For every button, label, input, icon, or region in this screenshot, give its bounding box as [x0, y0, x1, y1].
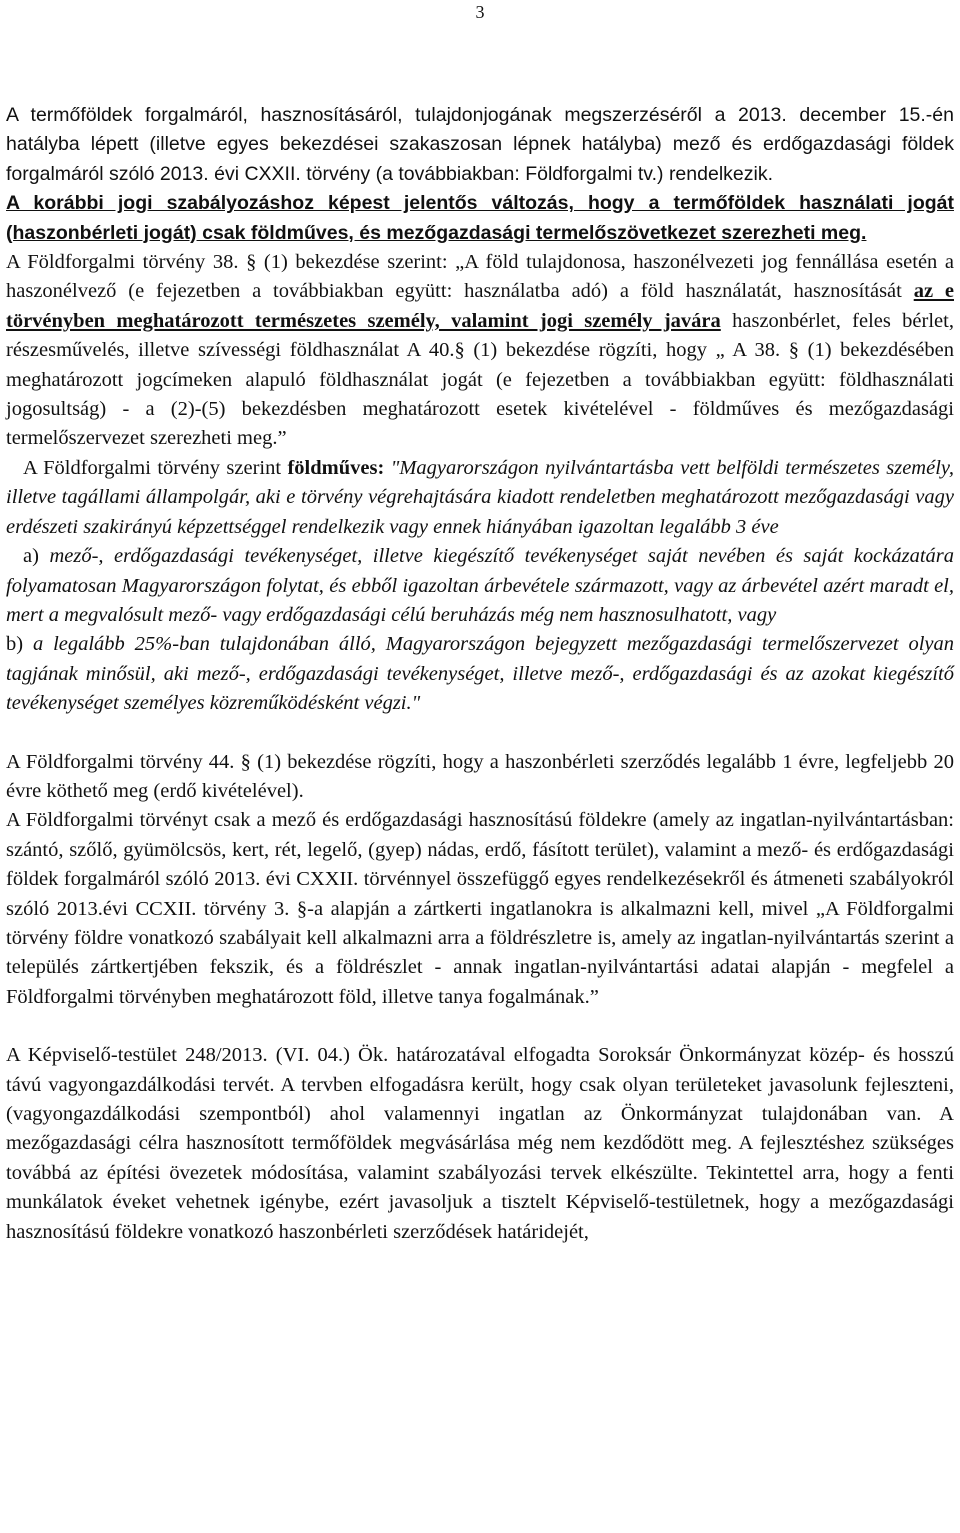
section-44-paragraph: A Földforgalmi törvény 44. § (1) bekezdése rögzíti, hogy a haszonbérleti szerződés legalább 1 évre, legfeljebb 20 évre köthető meg (erdő kivételével).	[6, 750, 954, 802]
section-38-text-end: haszonbérlet, feles bérlet, részesművelés, illetve szívességi földhasználat A 40.§ (1) bekezdése rögzíti, hogy „ A 38. § (1) bekezdésében meghatározott jogcímeken alapuló földhasználat jogát (e fejezetben a továbbiakban együtt: földhasználati jogosultság) - a (2)-(5) bekezdésben meghatározott esetek kivételével - földműves és mezőgazdasági termelőszervezet szerezheti meg.”	[6, 309, 954, 450]
definition-point-a	[6, 542, 954, 630]
farmer-term: földműves:	[287, 456, 385, 479]
scope-paragraph: A Földforgalmi törvényt csak a mező és erdőgazdasági hasznosítású földekre (amely az ingatlan-nyilvántartásban: szántó, szőlő, gyümölcsös, kert, rét, legelő, (gyep) nádas, erdő, fásított terület), valamint a mező- és erdőgazdasági földek forgalmáról szóló 2013. évi CXXII. törvénnyel összefüggő egyes rendelkezésekről és átmeneti szabályokról szóló 2013.évi CCXII. törvény 3. §-a alapján a zártkerti ingatlanokra is alkalmazni kell, mivel „A Földforgalmi törvény földre vonatkozó szabályait kell alkalmazni arra a földrészletre is, amely az ingatlan-nyilvántartás szerint a település zártkertjében fekszik, és a földrészlet - annak ingatlan-nyilvántartási adatai alapján - megfelel a Földforgalmi törvényben meghatározott föld, illetve tanya fogalmának.”	[6, 809, 954, 1008]
farmer-definition-lead: A Földforgalmi törvény szerint	[23, 456, 288, 479]
section-38-paragraph	[6, 248, 954, 454]
farmer-definition-paragraph	[6, 454, 954, 542]
key-change-paragraph: A korábbi jogi szabályozáshoz képest jelentős változás, hogy a termőföldek használati jogát (haszonbérleti jogát) csak földműves, és mezőgazdasági termelőszövetkezet szerezheti meg.	[6, 192, 954, 244]
section-38-emphasis: az e törvényben meghatározott természetes személy, valamint jogi személy javára	[6, 280, 954, 332]
farmer-definition-text: "Magyarországon nyilvántartásba vett belföldi természetes személy, illetve tagállami állampolgár, aki e törvény végrehajtására kiadott rendeletben meghatározott mezőgazdasági vagy erdészeti szakirányú képzettséggel rendelkezik vagy ennek hiányában igazoltan legalább 3 éve	[6, 456, 954, 538]
intro-paragraph: A termőföldek forgalmáról, hasznosításáról, tulajdonjogának megszerzéséről a 2013. december 15.-én hatályba lépett (illetve egyes bekezdései szakaszosan lépnek hatályba) mező és erdőgazdasági földek forgalmáról szóló 2013. évi CXXII. törvény (a továbbiakban: Földforgalmi tv.) rendelkezik.	[6, 104, 954, 185]
point-a-text: mező-, erdőgazdasági tevékenységet, illetve kiegészítő tevékenységet saját nevében és saját kockázatára folyamatosan Magyarországon folytat, és ebből igazoltan árbevétele származott, vagy az árbevétel azért maradt el, mert a megvalósult mező- vagy erdőgazdasági célú beruházás még nem hasznosulhatott, vagy	[6, 545, 954, 626]
point-b-text: a legalább 25%-ban tulajdonában álló, Magyarországon bejegyzett mezőgazdasági termelőszervezet olyan tagjának minősül, aki mező-, erdőgazdasági tevékenységet, illetve mező-, erdőgazdasági és az azokat kiegészítő tevékenységet személyes közreműködésként végzi."	[6, 633, 955, 715]
definition-point-b	[6, 630, 954, 718]
page-number: 3	[475, 2, 485, 22]
point-b-marker: b)	[6, 633, 33, 656]
resolution-paragraph: A Képviselő-testület 248/2013. (VI. 04.) Ök. határozatával elfogadta Soroksár Önkormányzat közép- és hosszú távú vagyongazdálkodási tervét. A tervben elfogadásra került, hogy csak olyan területeket javasolunk fejleszteni, (vagyongazdálkodási szempontból) ahol valamennyi ingatlan az Önkormányzat tulajdonában van. A mezőgazdasági célra hasznosított termőföldek megvásárlása még nem kezdődött meg. A fejlesztéshez szükséges továbbá az építési övezetek módosítása, valamint szabályozási tervek elkészülte. Tekintettel arra, hogy a fenti munkálatok éveket vehetnek igénybe, ezért javasoljuk a tisztelt Képviselő-testületnek, hogy a mezőgazdasági hasznosítású földekre vonatkozó haszonbérleti szerződések határidejét,	[6, 1044, 954, 1243]
document-body	[6, 101, 954, 1247]
section-38-text-start: A Földforgalmi törvény 38. § (1) bekezdése szerint: „A föld tulajdonosa, haszonélvezeti jog fennállása esetén a haszonélvező (e fejezetben a továbbiakban együtt: használatba adó) a föld használatát, hasznosítását	[6, 251, 954, 303]
point-a-marker: a)	[23, 545, 50, 568]
